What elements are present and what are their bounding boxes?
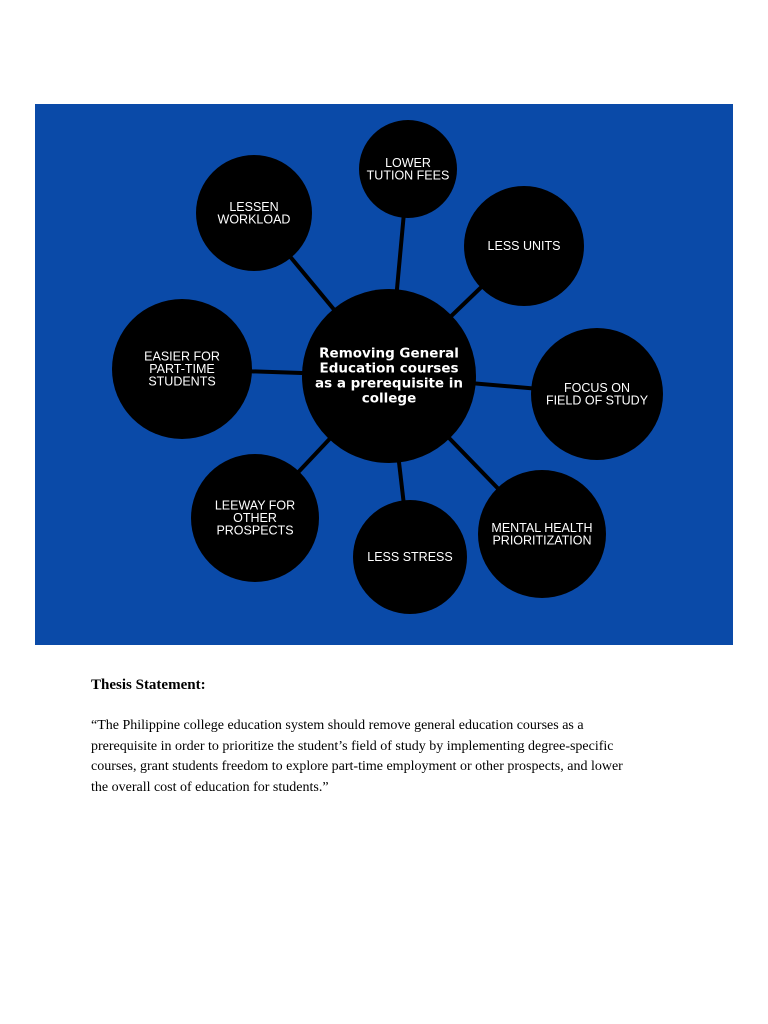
node-label-easier-for-part-time-students-line-2: PART-TIME (149, 362, 215, 376)
node-label-easier-for-part-time-students-line-3: STUDENTS (148, 374, 216, 389)
thesis-heading: Thesis Statement: (91, 677, 206, 693)
node-label-focus-on-field-of-study-line-2: FIELD OF STUDY (545, 393, 649, 408)
node-lower-tuition-fees (359, 120, 457, 218)
node-label-mental-health-prioritization-line-1: MENTAL HEALTH (491, 520, 593, 535)
center-node (302, 289, 476, 463)
thesis-line-2: prerequisite in order to prioritize the student’s field of study by implementing degree-specific (91, 738, 614, 754)
concept-map-svg (35, 104, 733, 645)
node-label-leeway-for-other-prospects-line-2: OTHER (233, 511, 277, 525)
node-label-focus-on-field-of-study-line-1: FOCUS ON (564, 380, 630, 395)
node-label-less-stress-line-1: LESS STRESS (367, 550, 453, 564)
node-label-lower-tuition-fees-line-1: LOWER (385, 155, 431, 170)
center-node-label-line-2: Education courses (319, 360, 459, 377)
node-label-mental-health-prioritization-line-2: PRIORITIZATION (492, 533, 592, 548)
center-node-label-line-3: as a prerequisite in (314, 375, 464, 392)
thesis-line-4: the overall cost of education for students.” (91, 779, 329, 795)
node-mental-health-prioritization (478, 470, 606, 598)
node-less-units (464, 186, 584, 306)
node-label-lessen-workload-line-2: WORKLOAD (217, 212, 291, 227)
node-label-lessen-workload-line-1: LESSEN (229, 199, 279, 214)
thesis-line-1: “The Philippine college education system should remove general education courses as a (91, 718, 584, 733)
node-lessen-workload (196, 155, 312, 271)
node-label-less-units-line-1: LESS UNITS (487, 239, 561, 253)
thesis-statement-text (91, 716, 691, 798)
thesis-line-3: courses, grant students freedom to explore part-time employment or other prospects, and lower (91, 759, 623, 774)
node-label-lower-tuition-fees-line-2: TUTION FEES (366, 168, 450, 183)
node-easier-for-part-time-students (112, 299, 252, 439)
node-label-leeway-for-other-prospects-line-1: LEEWAY FOR (214, 498, 296, 513)
concept-map-diagram (35, 104, 733, 645)
node-label-leeway-for-other-prospects-line-3: PROSPECTS (216, 523, 294, 538)
center-node-label-line-1: Removing General (319, 345, 459, 362)
node-leeway-for-other-prospects (191, 454, 319, 582)
center-node-label-line-4: college (361, 390, 417, 407)
node-less-stress (353, 500, 467, 614)
node-focus-on-field-of-study (531, 328, 663, 460)
node-label-easier-for-part-time-students-line-1: EASIER FOR (144, 349, 220, 364)
